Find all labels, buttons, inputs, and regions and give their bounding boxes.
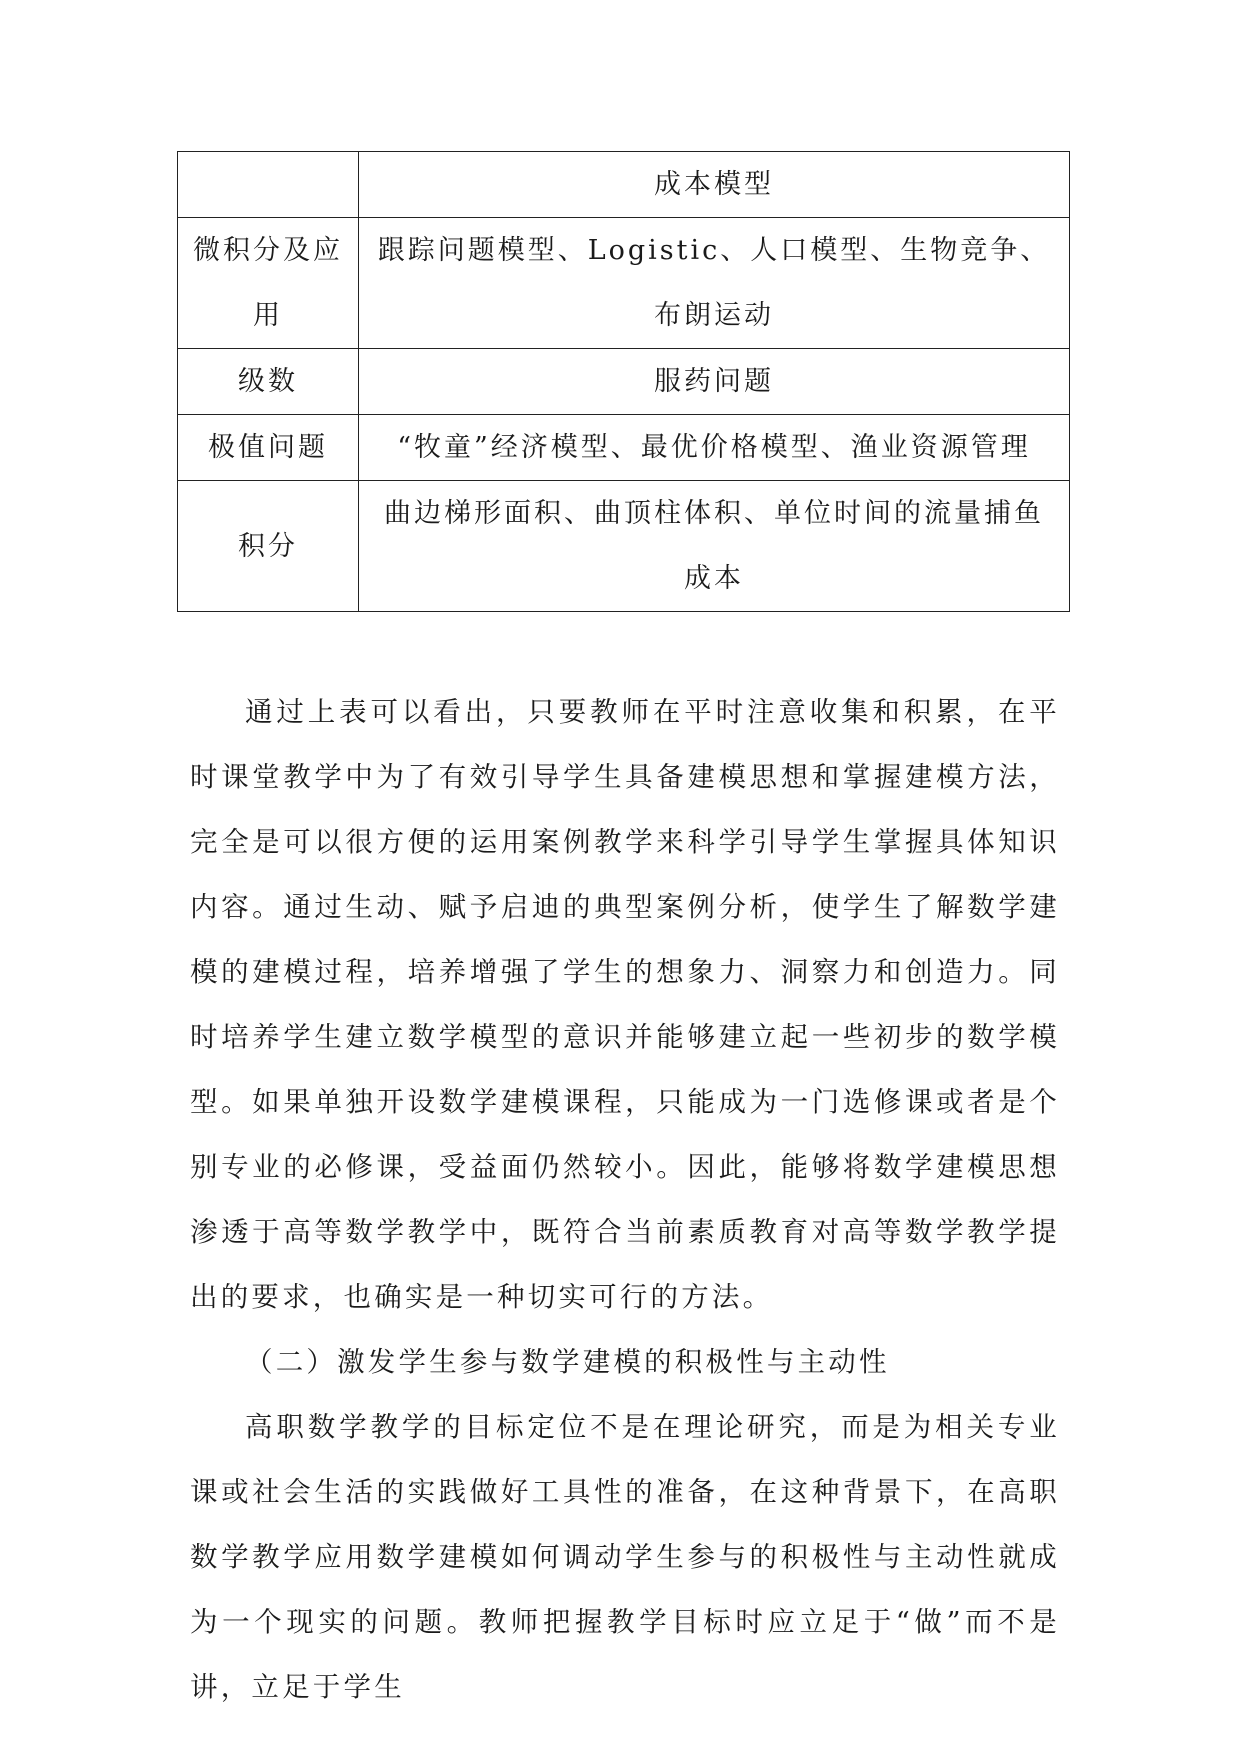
table-cell-topic — [178, 152, 359, 218]
table-cell-topic: 积分 — [178, 481, 359, 612]
table-row — [178, 481, 1070, 612]
table-cell-cases: 服药问题 — [359, 349, 1070, 415]
table-cell-cases: 跟踪问题模型、Logistic、人口模型、生物竞争、布朗运动 — [359, 218, 1070, 349]
section-subheading: （二）激发学生参与数学建模的积极性与主动性 — [245, 1346, 890, 1378]
table-row — [178, 415, 1070, 481]
table-cell-topic: 级数 — [178, 349, 359, 415]
table-row — [178, 152, 1070, 218]
body-paragraph: 高职数学教学的目标定位不是在理论研究，而是为相关专业课或社会生活的实践做好工具性的准备，在这种背景下，在高职数学教学应用数学建模如何调动学生参与的积极性与主动性就成为一个现实的问题。教师把握教学目标时应立足于“做”而不是讲，立足于学生 — [190, 1411, 1060, 1703]
table-cell-cases: “牧童”经济模型、最优价格模型、渔业资源管理 — [359, 415, 1070, 481]
table-row — [178, 349, 1070, 415]
body-paragraph: 通过上表可以看出，只要教师在平时注意收集和积累，在平时课堂教学中为了有效引导学生具备建模思想和掌握建模方法，完全是可以很方便的运用案例教学来科学引导学生掌握具体知识内容。通过生动、赋予启迪的典型案例分析，使学生了解数学建模的建模过程，培养增强了学生的想象力、洞察力和创造力。同时培养学生建立数学模型的意识并能够建立起一些初步的数学模型。如果单独开设数学建模课程，只能成为一门选修课或者是个别专业的必修课，受益面仍然较小。因此，能够将数学建模思想渗透于高等数学教学中，既符合当前素质教育对高等数学教学提出的要求，也确实是一种切实可行的方法。 — [190, 696, 1060, 1313]
table-cell-topic: 微积分及应用 — [178, 218, 359, 349]
math-modeling-cases-table — [177, 151, 1070, 612]
body-text — [190, 680, 1060, 1720]
table-row — [178, 218, 1070, 349]
table-cell-cases: 成本模型 — [359, 152, 1070, 218]
table-cell-topic: 极值问题 — [178, 415, 359, 481]
table-cell-cases: 曲边梯形面积、曲顶柱体积、单位时间的流量捕鱼成本 — [359, 481, 1070, 612]
